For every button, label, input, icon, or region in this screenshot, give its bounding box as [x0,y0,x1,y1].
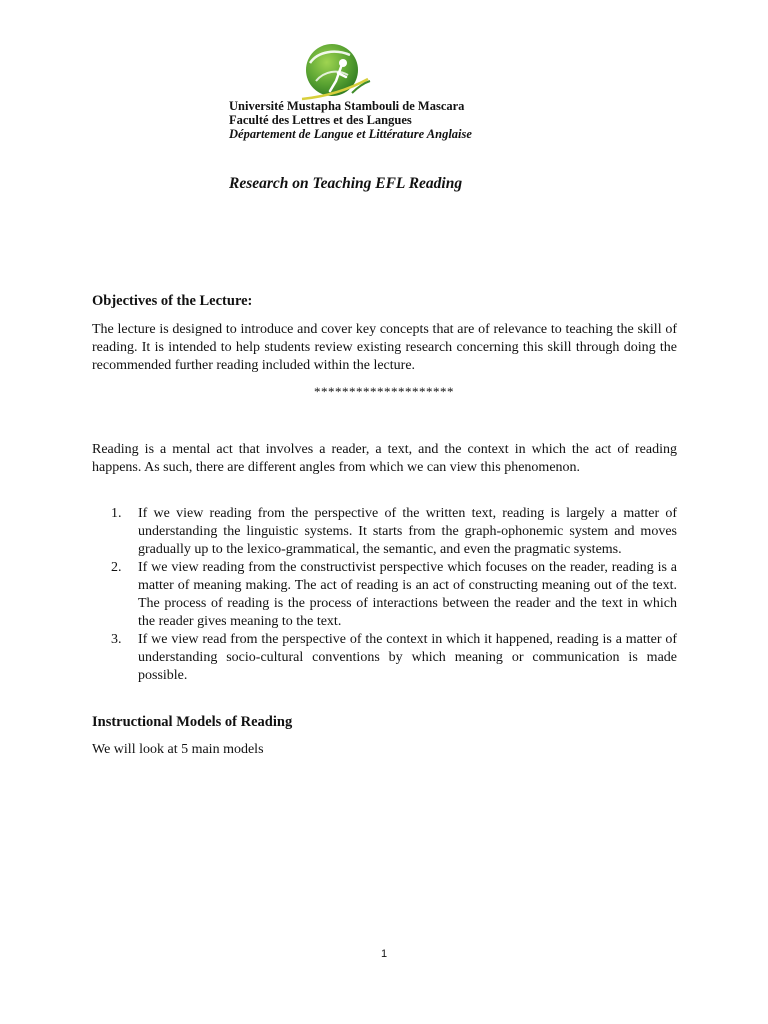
intro-paragraph: Reading is a mental act that involves a reader, a text, and the context in which the act of reading happens. As such, there are different angles from which we can view this phenomenon. [92,442,677,475]
objectives-paragraph: The lecture is designed to introduce and cover key concepts that are of relevance to teaching the skill of reading. It is intended to help students review existing research concerning this skill through doing the recommended further reading included within the lecture. [92,322,677,373]
list-item-text: If we view reading from the constructivist perspective which focuses on the reader, reading is a matter of meaning making. The act of reading is an act of constructing meaning out of the text. The process of reading is the process of interactions between the reader and the text in which the reader gives meaning to the text. [138,560,677,629]
list-item [92,631,677,685]
list-item [92,559,677,631]
section-separator: ******************** [314,384,454,399]
list-item-text: If we view read from the perspective of the context in which it happened, reading is a matter of understanding socio-cultural conventions by which meaning or communication is made possible. [138,632,677,683]
university-logo [298,41,372,103]
university-name: Université Mustapha Stambouli de Mascara [229,99,465,113]
list-item-text: If we view reading from the perspective of the written text, reading is largely a matter of understanding the linguistic systems. It starts from the graph-ophonemic system and moves gradually up to the lexico-grammatical, the semantic, and even the pragmatic systems. [138,506,677,557]
department-name: Département de Langue et Littérature Anglaise [229,127,472,141]
page-number: 1 [380,948,388,960]
models-heading: Instructional Models of Reading [92,714,293,730]
list-item-number: 3. [111,632,122,647]
document-title: Research on Teaching EFL Reading [229,175,463,192]
list-item-number: 1. [111,506,122,521]
list-item [92,505,677,559]
models-paragraph: We will look at 5 main models [92,742,264,757]
objectives-heading: Objectives of the Lecture: [92,293,253,309]
list-item-number: 2. [111,560,122,575]
faculty-name: Faculté des Lettres et des Langues [229,113,412,127]
institution-header [229,99,472,141]
perspectives-list [92,505,677,685]
